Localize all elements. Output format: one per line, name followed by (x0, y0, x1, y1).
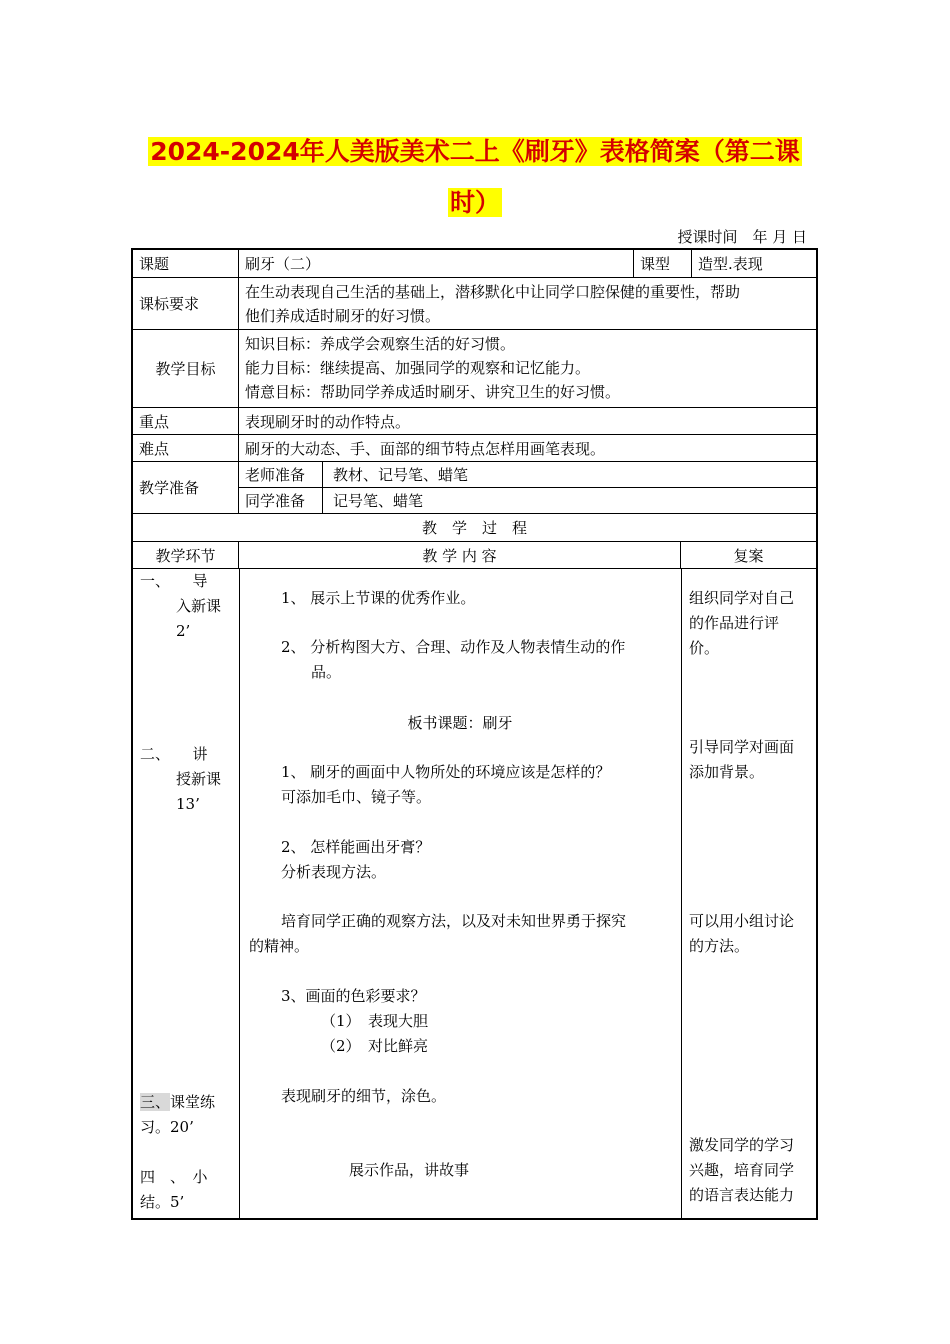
teacher-prep-row (239, 462, 816, 488)
process-col-content: 教 学 内 容 (239, 542, 681, 568)
teacher-prep-value: 教材、记号笔、蜡笔 (333, 466, 469, 484)
content-item: 展示作品，讲故事 (349, 1161, 470, 1179)
board-title: 板书课题：刷牙 (407, 714, 513, 732)
process-col-stage: 教学环节 (133, 542, 239, 568)
content-subitem: （1） 表现大胆 (321, 1012, 429, 1030)
note-item: 可以用小组讨论 的方法。 (689, 912, 795, 955)
note-item: 引导同学对画面 添加背景。 (689, 738, 795, 781)
content-item: 3、画面的色彩要求？ (281, 987, 426, 1005)
goal-knowledge: 知识目标：养成学会观察生活的好习惯。 (245, 335, 516, 353)
type-value: 造型.表现 (698, 255, 763, 273)
content-column (239, 569, 682, 1218)
standard-line: 在生动表现自己生活的基础上，潜移默化中让同学口腔保健的重要性，帮助 (245, 283, 741, 301)
preparation-label: 教学准备 (133, 462, 239, 513)
content-subitem: （2） 对比鲜亮 (321, 1037, 429, 1055)
process-body (133, 569, 816, 1218)
document-title-line2: 时） (449, 188, 500, 217)
difficulty-label: 难点 (133, 435, 239, 461)
goals-label: 教学目标 (133, 330, 239, 407)
content-item: 1、 展示上节课的优秀作业。 (281, 589, 476, 607)
key-point-label: 重点 (133, 408, 239, 434)
notes-column (681, 569, 816, 1218)
teacher-prep-label: 老师准备 (239, 462, 323, 487)
difficulty-value: 刷牙的大动态、手、面部的细节特点怎样用画笔表现。 (245, 439, 606, 458)
student-prep-label: 同学准备 (239, 488, 323, 513)
note-item: 组织同学对自己 的作品进行评 价。 (689, 589, 795, 657)
topic-label: 课题 (133, 250, 239, 277)
preparation-details (239, 462, 816, 513)
stage-practice: 三、课堂练 习。20’ (140, 1093, 216, 1136)
standard-line: 他们养成适时刷牙的好习惯。 (245, 307, 441, 325)
standard-row (133, 278, 816, 330)
goal-affective: 情意目标：帮助同学养成适时刷牙、讲究卫生的好习惯。 (245, 383, 621, 401)
note-item: 激发同学的学习 兴趣，培育同学 的语言表达能力 (689, 1136, 795, 1204)
process-title: 教 学 过 程 (133, 514, 816, 542)
student-prep-value: 记号笔、蜡笔 (333, 492, 424, 510)
process-header (133, 542, 816, 569)
content-item: 2、 怎样能画出牙膏？ 分析表现方法。 (281, 838, 431, 881)
content-item: 培育同学正确的观察方法，以及对未知世界勇于探究 的精神。 (249, 912, 627, 955)
stage-teaching: 二、 讲 授新课 13’ (140, 745, 222, 813)
preparation-row (133, 462, 816, 514)
topic-value: 刷牙（二） (239, 250, 634, 277)
stage-column (133, 569, 240, 1218)
lesson-plan-table (131, 248, 818, 1220)
class-date-label: 授课时间 年 月 日 (677, 228, 807, 246)
stage-intro: 一、 导 入新课 2’ (140, 572, 222, 640)
goals-value (239, 330, 816, 407)
standard-label: 课标要求 (133, 278, 239, 329)
goals-row (133, 330, 816, 408)
content-item: 表现刷牙的细节，涂色。 (281, 1087, 447, 1105)
content-item: 2、 分析构图大方、合理、动作及人物表情生动的作 品。 (281, 638, 626, 681)
key-point-row (133, 408, 816, 435)
standard-value (239, 278, 816, 329)
document-title-line1: 2024-2024年人美版美术二上《刷牙》表格简案（第二课 (150, 137, 800, 166)
content-item: 1、 刷牙的画面中人物所处的环境应该是怎样的？ 可添加毛巾、镜子等。 (281, 763, 611, 806)
type-label: 课型 (634, 250, 692, 277)
difficulty-row (133, 435, 816, 462)
topic-row (133, 250, 816, 278)
key-point-value: 表现刷牙时的动作特点。 (245, 412, 411, 431)
stage-summary: 四 、 小 结。5’ (140, 1168, 208, 1211)
process-col-notes: 复案 (733, 546, 764, 565)
goal-ability: 能力目标：继续提高、加强同学的观察和记忆能力。 (245, 359, 591, 377)
student-prep-row (239, 488, 816, 513)
